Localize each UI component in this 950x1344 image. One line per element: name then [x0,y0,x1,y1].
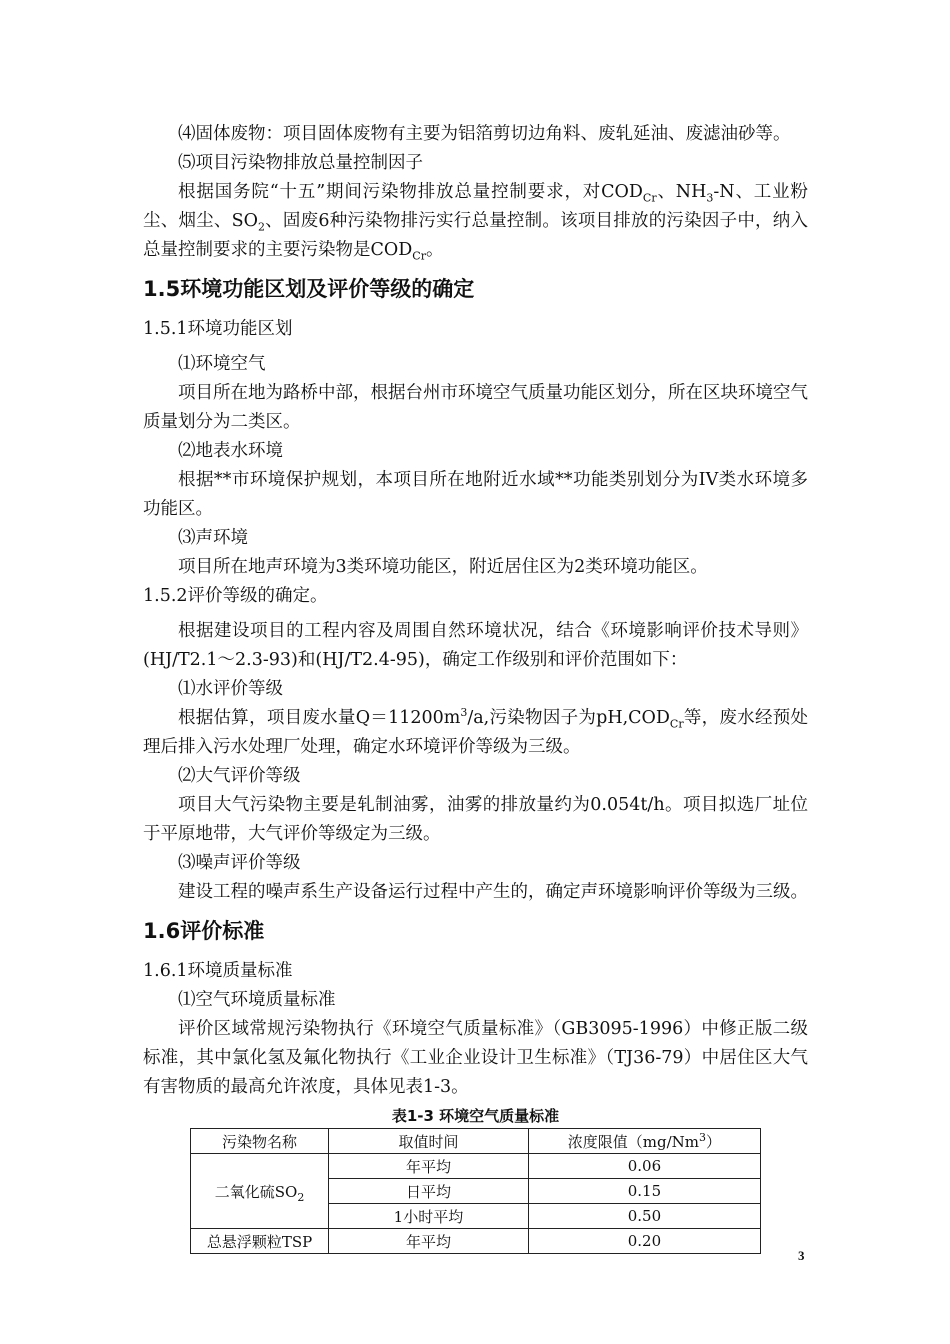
table-cell: 0.50 [528,1204,760,1229]
paragraph: 根据**市环境保护规划，本项目所在地附近水域**功能类别划分为IV类水环境多功能区。 [143,470,808,519]
table-cell: 年平均 [329,1229,529,1254]
list-item: ⑶声环境 [178,528,248,548]
paragraph: 根据估算，项目废水量$Q=11200m^3/a$,污染物因子为$pH,COD_{Cr}$等，废水经预处理后排入污水处理厂处理，确定水环境评价等级为三级。 [143,706,808,757]
paragraph: 评价区域常规污染物执行《环境空气质量标准》（GB3095-1996）中修正版二级标准，其中氯化氢及氟化物执行《工业企业设计卫生标准》（TJ36-79）中居住区大气有害物质的最高允许浓度，具体见表1-3。 [143,1019,808,1097]
paragraph: 根据国务院“十五”期间污染物排放总量控制要求，对$COD_{Cr}$、$NH_3-N$、工业粉尘、烟尘、$SO_2$、固废6种污染物排污实行总量控制。该项目排放的污染因子中，纳入总量控制要求的主要污染物是$COD_{Cr}$。 [143,182,808,263]
table-cell: 二氧化硫$SO_2$ [191,1154,329,1229]
subsection-heading: 1.6.1环境质量标准 [143,961,293,981]
list-item: ⑴环境空气 [178,354,266,374]
table-row [191,1229,761,1254]
table-row [191,1154,761,1179]
paragraph: 建设工程的噪声系生产设备运行过程中产生的，确定声环境影响评价等级为三级。 [178,882,808,902]
table-header-cell: 浓度限值（mg/Nm$^3$） [528,1129,760,1154]
table-cell: 日平均 [329,1179,529,1204]
paragraph: 项目所在地声环境为3类环境功能区，附近居住区为2类环境功能区。 [178,557,708,577]
paragraph: 根据建设项目的工程内容及周围自然环境状况，结合《环境影响评价技术导则》(HJ/T2.1～2.3-93)和(HJ/T2.4-95)，确定工作级别和评价范围如下： [143,621,808,670]
page-number: 3 [798,1248,805,1263]
paragraph: 项目大气污染物主要是轧制油雾，油雾的排放量约为0.054t/h。项目拟选厂址位于平原地带，大气评价等级定为三级。 [143,795,808,844]
paragraph: ⑷固体废物：项目固体废物有主要为铝箔剪切边角料、废轧延油、废滤油砂等。 [178,124,791,144]
table-cell: 总悬浮颗粒TSP [191,1229,329,1254]
air-quality-table [190,1128,761,1254]
table-header-cell: 取值时间 [329,1129,529,1154]
list-item: ⑵大气评价等级 [178,766,301,786]
list-item: ⑶噪声评价等级 [178,853,301,873]
section-heading: 1.6评价标准 [143,919,265,943]
subsection-heading: 1.5.1环境功能区划 [143,319,293,339]
table-cell: 0.20 [528,1229,760,1254]
table-caption: 表1-3 环境空气质量标准 [391,1107,560,1125]
page-content [143,120,808,1254]
paragraph: 项目所在地为路桥中部，根据台州市环境空气质量功能区划分，所在区块环境空气质量划分为二类区。 [143,383,808,432]
table-cell: 1小时平均 [329,1204,529,1229]
table-cell: 年平均 [329,1154,529,1179]
list-item: ⑴空气环境质量标准 [178,990,336,1010]
list-item: ⑵地表水环境 [178,441,283,461]
table-header-row [191,1129,761,1154]
subsection-heading: 1.5.2评价等级的确定。 [143,586,328,606]
list-item: ⑴水评价等级 [178,679,283,699]
table-header-cell: 污染物名称 [191,1129,329,1154]
section-heading: 1.5环境功能区划及评价等级的确定 [143,277,475,301]
table-cell: 0.06 [528,1154,760,1179]
table-cell: 0.15 [528,1179,760,1204]
list-item: ⑸项目污染物排放总量控制因子 [178,153,423,173]
